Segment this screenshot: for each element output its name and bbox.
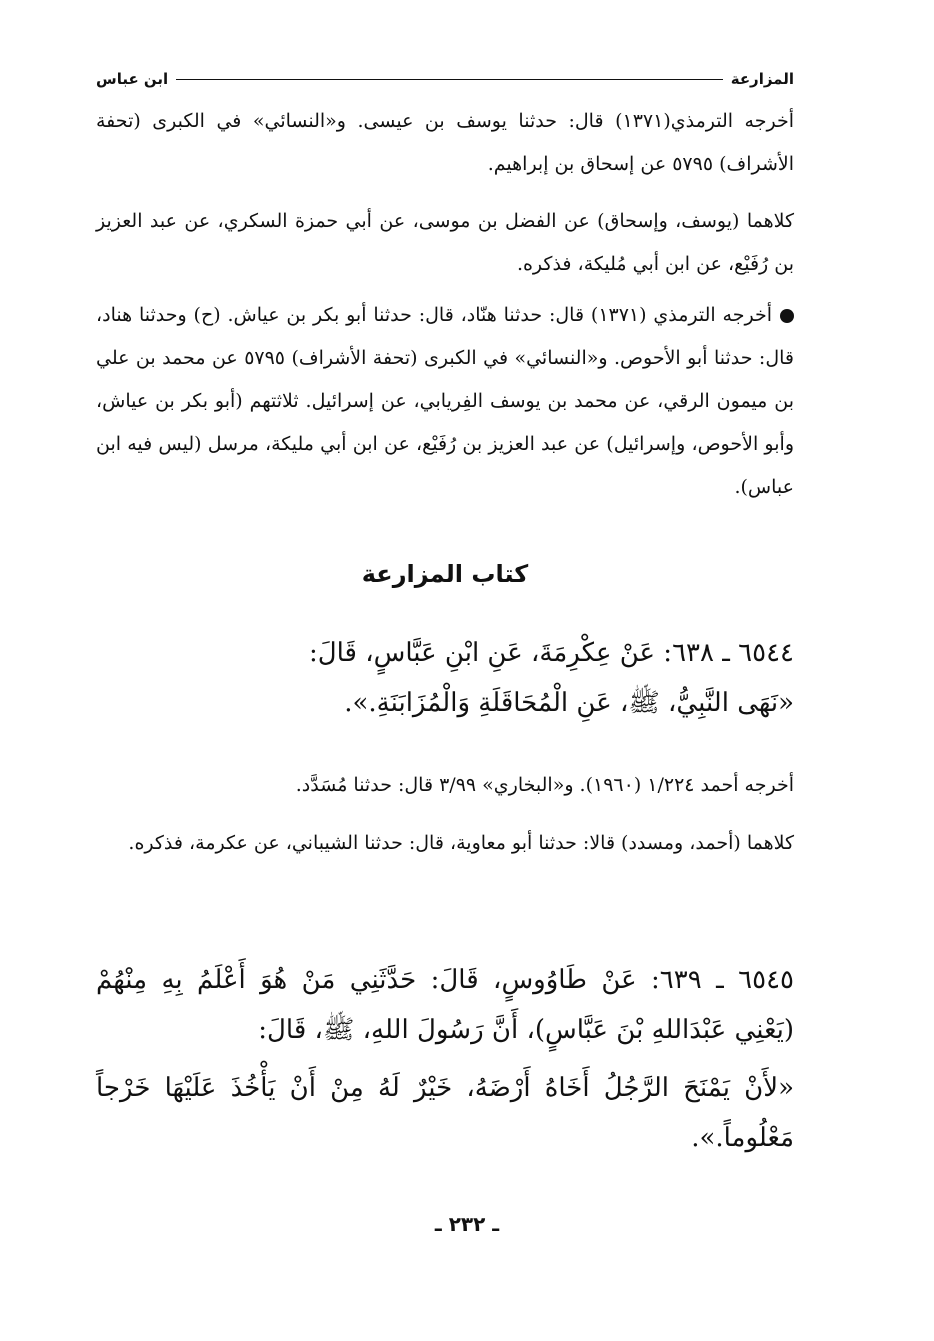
hadith-6544-isnad: ٦٥٤٤ ـ ٦٣٨: عَنْ عِكْرِمَةَ، عَنِ ابْنِ عَبَّاسٍ، قَالَ: bbox=[308, 638, 794, 668]
hadith-6544-takhrij-2: كلاهما (أحمد، ومسدد) قالا: حدثنا أبو معاوية، قال: حدثنا الشيباني، عن عكرمة، فذكره. bbox=[128, 832, 794, 854]
running-header bbox=[96, 66, 794, 92]
hadith-6545 bbox=[96, 955, 794, 1163]
takhrij-paragraph-2: كلاهما (يوسف، وإسحاق) عن الفضل بن موسى، عن أبي حمزة السكري، عن عبد العزيز بن رُفَيْع، عن ابن أبي مُليكة، فذكره. bbox=[96, 210, 794, 275]
section-title: كتاب المزارعة bbox=[361, 560, 529, 588]
hadith-6545-matn: «لأَنْ يَمْنَحَ الرَّجُلُ أَخَاهُ أَرْضَهُ، خَيْرٌ لَهُ مِنْ أَنْ يَأْخُذَ عَلَيْهَا خَرْجاً مَعْلُوماً.». bbox=[96, 1073, 794, 1153]
hadith-6544-takhrij-1: أخرجه أحمد ١/٢٢٤ (١٩٦٠). و«البخاري» ٣/٩٩ قال: حدثنا مُسَدَّد. bbox=[295, 774, 794, 796]
hadith-6544-matn: «نَهَى النَّبِيُّ، ﷺ، عَنِ الْمُحَاقَلَةِ وَالْمُزَابَنَةِ.». bbox=[344, 688, 794, 718]
header-chapter: المزارعة bbox=[730, 70, 794, 88]
bullet-icon bbox=[780, 309, 794, 323]
page-number: ـ ٢٣٢ ـ bbox=[434, 1212, 500, 1236]
takhrij-paragraph-3: أخرجه الترمذي (١٣٧١) قال: حدثنا هنّاد، قال: حدثنا أبو بكر بن عياش. (ح) وحدثنا هناد، قال: حدثنا أبو الأحوص. و«النسائي» في الكبرى (تحفة الأشراف) ٥٧٩٥ عن محمد بن علي بن ميمون الرقي، عن محمد بن يوسف الفِريابي، عن إسرائيل. ثلاثتهم (أبو بكر بن عياش، وأبو الأحوص، وإسرائيل) عن عبد العزيز بن رُفَيْع، عن ابن أبي مليكة، مرسل (ليس فيه ابن عباس). bbox=[96, 304, 794, 498]
hadith-6545-isnad: ٦٥٤٥ ـ ٦٣٩: عَنْ طَاوُوسٍ، قَالَ: حَدَّثَنِي مَنْ هُوَ أَعْلَمُ بِهِ مِنْهُمْ (يَعْنِي عَبْدَاللهِ بْنَ عَبَّاسٍ)، أَنَّ رَسُولَ اللهِ، ﷺ، قَالَ: bbox=[96, 965, 794, 1045]
hadith-6544 bbox=[96, 628, 794, 728]
header-narrator: ابن عباس bbox=[96, 70, 169, 88]
takhrij-paragraph-1: أخرجه الترمذي(١٣٧١) قال: حدثنا يوسف بن عيسى. و«النسائي» في الكبرى (تحفة الأشراف) ٥٧٩٥ عن إسحاق بن إبراهيم. bbox=[96, 110, 794, 175]
header-rule bbox=[176, 79, 723, 80]
